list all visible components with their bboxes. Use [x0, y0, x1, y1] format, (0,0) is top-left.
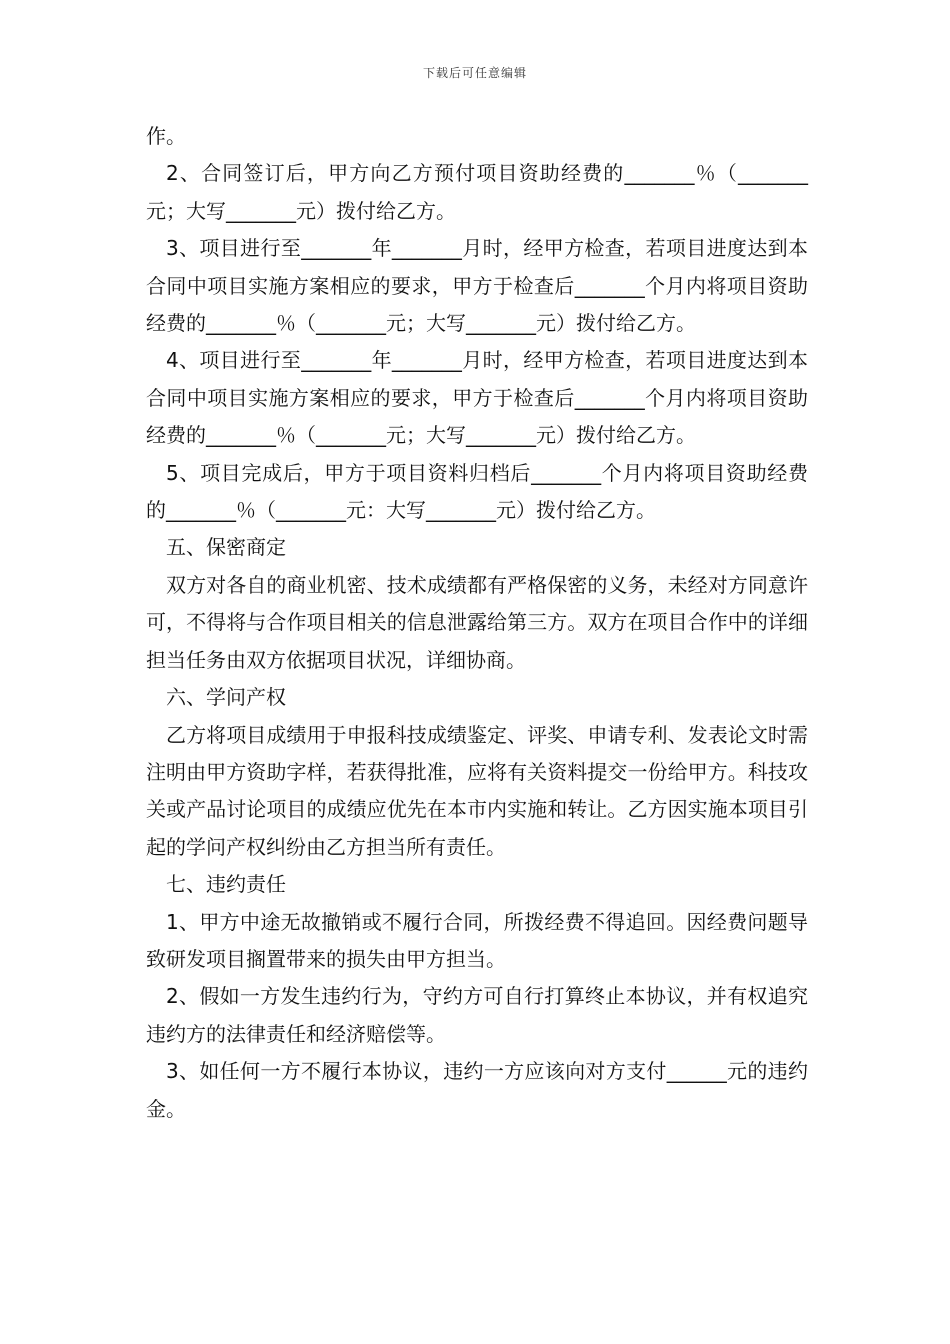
payment-clause-5: 5、项目完成后，甲方于项目资料归档后_______个月内将项目资助经费的_______％（_______元：大写_______元）拨付给乙方。: [146, 460, 808, 523]
payment-clause-3: 3、项目进行至_______年_______月时，经甲方检查，若项目进度达到本合同中项目实施方案相应的要求，甲方于检查后_______个月内将项目资助经费的_______％（_______元；大写_______元）拨付给乙方。: [146, 236, 808, 336]
document-body: [146, 118, 808, 1128]
breach-clause-2: 2、假如一方发生违约行为，守约方可自行打算终止本协议，并有权追究违约方的法律责任和经济赔偿等。: [146, 984, 808, 1046]
section-heading-ip: 六、学问产权: [166, 685, 286, 710]
confidentiality-text: 双方对各自的商业机密、技术成绩都有严格保密的义务，未经对方同意许可，不得将与合作项目相关的信息泄露给第三方。双方在项目合作中的详细担当任务由双方依据项目状况，详细协商。: [146, 572, 808, 672]
breach-clause-1: 1、甲方中途无故撤销或不履行合同，所拨经费不得追回。因经费问题导致研发项目搁置带来的损失由甲方担当。: [146, 909, 808, 971]
payment-clause-4: 4、项目进行至_______年_______月时，经甲方检查，若项目进度达到本合同中项目实施方案相应的要求，甲方于检查后_______个月内将项目资助经费的_______％（_______元；大写_______元）拨付给乙方。: [146, 348, 808, 448]
paragraph-fragment: 作。: [146, 124, 186, 148]
payment-clause-2: 2、合同签订后，甲方向乙方预付项目资助经费的_______％（_______元；大写_______元）拨付给乙方。: [146, 161, 808, 223]
ip-text: 乙方将项目成绩用于申报科技成绩鉴定、评奖、申请专利、发表论文时需注明由甲方资助字样，若获得批准，应将有关资料提交一份给甲方。科技攻关或产品讨论项目的成绩应优先在本市内实施和转让。乙方因实施本项目引起的学问产权纠纷由乙方担当所有责任。: [146, 722, 808, 859]
section-heading-breach: 七、违约责任: [166, 872, 286, 897]
breach-clause-3: 3、如任何一方不履行本协议，违约一方应该向对方支付______元的违约金。: [146, 1059, 808, 1121]
page-header-watermark: 下载后可任意编辑: [422, 66, 527, 80]
section-heading-confidentiality: 五、保密商定: [166, 535, 286, 560]
